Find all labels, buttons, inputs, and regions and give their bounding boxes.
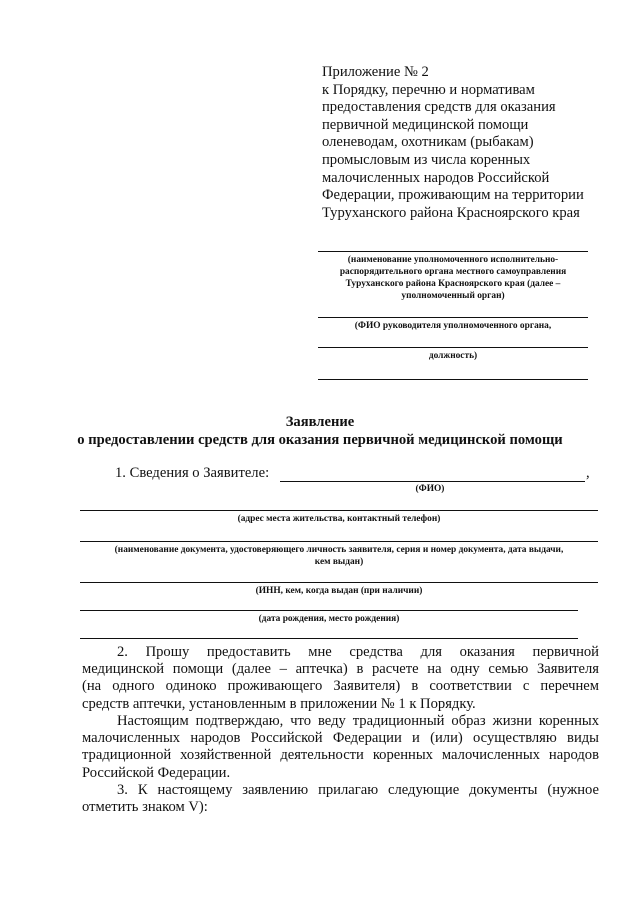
paragraph-line: Настоящим подтверждаю, что веду традиционный образ жизни коренных <box>117 713 599 729</box>
extra-field-line[interactable] <box>318 379 588 380</box>
paragraph-line: 2. Прошу предоставить мне средства для оказания первичной <box>117 644 599 660</box>
caption-line: кем выдан) <box>314 557 364 567</box>
head-name-field-line[interactable] <box>318 317 588 318</box>
position-caption: должность) <box>428 351 478 361</box>
confirmation-paragraph <box>82 713 599 782</box>
document-subtitle: о предоставлении средств для оказания первичной медицинской помощи <box>77 432 563 448</box>
appendix-header <box>322 64 622 222</box>
caption-line: (наименование документа, удостоверяющего личность заявителя, серия и номер документа, дата выдачи, <box>114 545 564 555</box>
section-2-paragraph <box>82 644 599 713</box>
applicant-info-label: 1. Сведения о Заявителе: <box>115 465 270 481</box>
org-name-field-line[interactable] <box>318 251 588 252</box>
fio-caption: (ФИО) <box>415 484 445 494</box>
paragraph-line: 3. К настоящему заявлению прилагаю следующие документы (нужное <box>117 782 599 798</box>
caption-line: распорядительного органа местного самоуправления <box>339 267 567 277</box>
caption-line: (наименование уполномоченного исполнительно- <box>347 255 559 265</box>
appendix-line: предоставления средств для оказания <box>322 99 556 116</box>
paragraph-line: Российской Федерации. <box>82 764 231 781</box>
paragraph-line: медицинской помощи (далее – аптечка) в расчете на одну семью Заявителя <box>82 661 599 678</box>
identity-document-field-line[interactable] <box>80 541 598 542</box>
appendix-line: первичной медицинской помощи <box>322 116 529 133</box>
inn-caption: (ИНН, кем, когда выдан (при наличии) <box>255 586 423 596</box>
appendix-line: к Порядку, перечню и нормативам <box>322 81 535 98</box>
identity-document-caption <box>70 544 608 568</box>
org-name-caption <box>312 254 594 302</box>
paragraph-line: малочисленных народов Российской Федерации и (или) осуществляю виды <box>82 730 599 747</box>
head-name-caption: (ФИО руководителя уполномоченного органа, <box>354 321 552 331</box>
paragraph-line: традиционной хозяйственной деятельности коренных малочисленных народов <box>82 747 599 764</box>
inn-field-line[interactable] <box>80 582 598 583</box>
extra-applicant-field-line[interactable] <box>80 638 578 639</box>
applicant-fio-field-line[interactable] <box>280 481 585 482</box>
appendix-line: Приложение № 2 <box>322 64 429 80</box>
birth-caption: (дата рождения, место рождения) <box>258 614 400 624</box>
section-3-paragraph <box>82 782 599 816</box>
document-title: Заявление <box>285 414 355 430</box>
paragraph-line: средств аптечки, установленным в приложении № 1 к Порядку. <box>82 695 476 712</box>
caption-line: Туруханского района Красноярского края (далее – <box>345 279 561 289</box>
appendix-line: малочисленных народов Российской <box>322 169 550 186</box>
position-field-line[interactable] <box>318 347 588 348</box>
address-caption: (адрес места жительства, контактный телефон) <box>237 514 441 524</box>
paragraph-line: отметить знаком V): <box>82 799 208 816</box>
paragraph-line: (на одного одиноко проживающего Заявителя) в соответствии с перечнем <box>82 678 599 695</box>
comma: , <box>586 465 590 481</box>
birth-field-line[interactable] <box>80 610 578 611</box>
address-field-line[interactable] <box>80 510 598 511</box>
appendix-line: промысловым из числа коренных <box>322 151 531 168</box>
caption-line: уполномоченный орган) <box>401 291 505 301</box>
appendix-line: оленеводам, охотникам (рыбакам) <box>322 134 534 151</box>
appendix-line: Федерации, проживающим на территории <box>322 187 584 204</box>
appendix-line: Туруханского района Красноярского края <box>322 204 580 221</box>
